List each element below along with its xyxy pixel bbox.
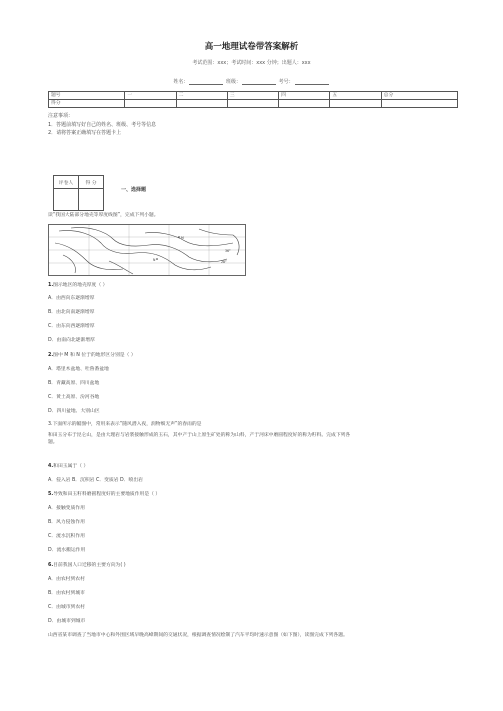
grader-label: 评卷人 [54,176,79,189]
score-cell: 二 [176,92,227,100]
question-number: 6. [48,563,54,568]
page-title: 高一地理试卷带答案解析 [204,42,299,52]
score-cell: 总分 [381,92,457,100]
question-6 [48,561,126,568]
score-cell [176,100,227,108]
option[interactable]: C．黄土高原、汾河谷地 [48,395,100,400]
option[interactable]: A．由农村到农村 [48,577,85,582]
grader-table [53,175,104,211]
notes-item: 1．答题前填写好自己的姓名、班级、考号等信息 [48,121,157,128]
question-number: 2. [48,353,54,358]
question-text: 导致和田玉籽料磨圆程度好的主要地质作用是（ ） [53,492,161,497]
number-label: 考号： [278,79,294,85]
svg-text:36°: 36° [225,249,231,253]
passage-line: 3.下面所示的幅图中，常用来表示“随风潜入夜，润物细无声”的春雨的是 [48,422,202,427]
score-table-value-row [49,100,458,108]
option[interactable]: B．由农村到城市 [48,591,85,596]
option[interactable]: C．由东向西逐渐增厚 [48,324,95,329]
score-cell: 一 [125,92,176,100]
score-cell [227,100,278,108]
option[interactable]: B．风力侵蚀作用 [48,520,85,525]
score-label: 得 分 [79,176,104,189]
name-blank[interactable] [189,79,223,85]
score-cell [330,100,381,108]
score-cell: 得分 [49,100,125,108]
class-label: 班级： [225,79,241,85]
svg-text:M: M [181,236,184,240]
reading-passage [48,421,458,447]
option[interactable]: A．塔里木盆地、吐鲁番盆地 [48,367,109,372]
question-number: 4. [48,464,54,469]
score-cell: 题号 [49,92,125,100]
option[interactable]: D．由城市到城市 [48,619,86,624]
option[interactable]: C．由城市到农村 [48,605,85,610]
notes-block [48,112,156,138]
score-cell: 五 [330,92,381,100]
question-5 [48,490,160,497]
passage-line: 和田玉分布于昆仑山，是由大理岩与岩浆接触形成的玉石，其中产于山上原生矿处的称为山料，产于河床中磨圆程度好的称为籽料。完成下列各 [48,432,351,438]
option[interactable]: B．青藏高原、四川盆地 [48,381,100,386]
lead-text: 读“我国大陆部分地壳等厚度线图”，完成下列小题。 [48,213,159,218]
closing-passage: 山西省某市调查了当地市中心和外围区域早晚高峰期间的交通状况，根据调查情况绘制了汽车平均时速示意图（如下图），读图完成下列各题。 [48,633,348,638]
option[interactable]: D．流水搬运作用 [48,548,86,553]
score-cell [381,100,457,108]
question-number: 5. [48,492,54,497]
score-cell [279,100,330,108]
question-text: 图中 M 和 N 位于的地形区分别是（ ） [53,353,136,358]
class-blank[interactable] [242,79,276,85]
question-4 [48,462,88,469]
question-number: 1. [48,283,54,288]
option[interactable]: A．由西向东逐渐增厚 [48,296,95,301]
contour-map-graphic [49,225,245,275]
passage-line: 题。 [48,440,58,445]
option[interactable]: C．流水沉积作用 [48,534,85,539]
question-text: 和田玉属于（ ） [53,464,89,469]
svg-text:N: N [153,258,156,262]
exam-info: 考试范围：xxx；考试时间：xxx 分钟；出题人：xxx [192,60,311,66]
section-title: 一、选择题 [121,187,147,193]
option[interactable]: B．由北向南逐渐增厚 [48,310,95,315]
name-label: 姓名： [173,79,189,85]
question-text: 图示地区的地壳厚度（ ） [53,283,108,288]
option[interactable]: D．由南向北逐渐增厚 [48,338,95,343]
question-text: 目前我国人口迁移的主要方向为( ) [53,563,126,568]
crustal-thickness-map [48,224,246,276]
score-cell [125,100,176,108]
notes-heading: 注意事项： [48,113,74,119]
notes-item: 2．请将答案正确填写在答题卡上 [48,130,122,136]
score-table-header-row [49,92,458,100]
score-cell [79,189,104,211]
option[interactable]: D．四川盆地、大别山区 [48,409,100,414]
score-cell: 三 [227,92,278,100]
svg-text:28°: 28° [221,260,227,264]
question-1 [48,281,107,288]
option[interactable]: A．接触变质作用 [48,506,85,511]
score-cell: 四 [279,92,330,100]
number-blank[interactable] [295,79,329,85]
score-table [48,91,458,108]
question-2 [48,351,136,358]
student-info-line [0,78,503,85]
options-row[interactable]: A．侵入岩 B．沉积岩 C．变质岩 D．喷出岩 [48,478,143,483]
grader-cell [54,189,79,211]
